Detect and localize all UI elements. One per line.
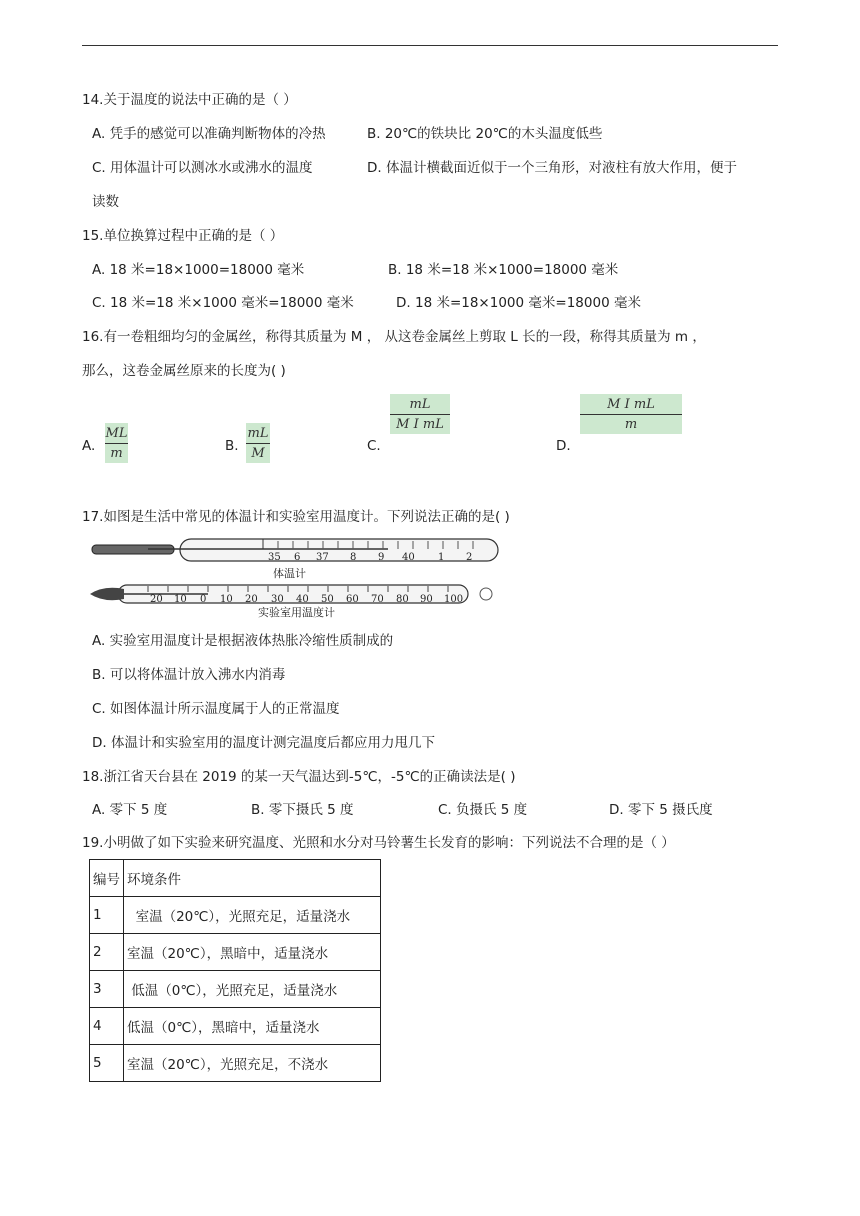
lab-tick-label: 30	[271, 594, 284, 605]
table-cell: 低温（0℃），黑暗中，适量浇水	[124, 1008, 381, 1045]
lab-tick-label: 0	[200, 594, 207, 605]
table-cell: 3	[90, 971, 124, 1008]
clinical-thermometer-label: 体温计	[273, 567, 306, 580]
formula-numerator: M I mL	[607, 396, 655, 412]
q16-option-c-label: C.	[367, 438, 381, 454]
q16-option-a-formula	[105, 423, 128, 463]
q16-stem: 16.有一卷粗细均匀的金属丝，称得其质量为 M ， 从这卷金属丝上剪取 L 长的一段，称得其质量为 m ，	[82, 329, 706, 345]
table-cell: 5	[90, 1045, 124, 1082]
lab-tick-label: 10	[174, 594, 187, 605]
q17-option-d: D. 体温计和实验室用的温度计测完温度后都应用力甩几下	[92, 735, 435, 751]
formula-denominator: M	[251, 445, 265, 461]
q16-option-a-label: A.	[82, 438, 96, 454]
q15-option-d: D. 18 米=18×1000 毫米=18000 毫米	[396, 295, 641, 311]
q18-option-c: C. 负摄氏 5 度	[438, 802, 528, 818]
clinical-tick-label: 9	[378, 552, 385, 563]
q15-option-b: B. 18 米=18 米×1000=18000 毫米	[388, 262, 619, 278]
q16-stem-continued: 那么，这卷金属丝原来的长度为( )	[82, 363, 286, 379]
fraction-bar	[580, 414, 682, 415]
lab-tick-label: 20	[245, 594, 258, 605]
clinical-tick-label: 37	[316, 552, 329, 563]
formula-numerator: ML	[105, 425, 128, 441]
table-row	[90, 1008, 381, 1045]
q17-option-c: C. 如图体温计所示温度属于人的正常温度	[92, 701, 340, 717]
q14-option-d-continued: 读数	[92, 194, 119, 210]
q14-option-b: B. 20℃的铁块比 20℃的木头温度低些	[367, 126, 603, 142]
lab-tick-label: 90	[420, 594, 433, 605]
q16-option-b-label: B.	[225, 438, 239, 454]
table-row	[90, 1045, 381, 1082]
q18-stem: 18.浙江省天台县在 2019 的某一天气温达到-5℃，-5℃的正确读法是( )	[82, 769, 516, 785]
table-row	[90, 897, 381, 934]
formula-numerator: mL	[409, 396, 431, 412]
lab-tick-label: 80	[396, 594, 409, 605]
table-cell: 2	[90, 934, 124, 971]
lab-tick-label: 70	[371, 594, 384, 605]
q17-stem: 17.如图是生活中常见的体温计和实验室用温度计。下列说法正确的是( )	[82, 509, 510, 525]
q16-option-d-formula	[580, 394, 682, 434]
lab-thermometer-label: 实验室用温度计	[258, 606, 335, 619]
fraction-bar	[246, 443, 270, 444]
q18-option-b: B. 零下摄氏 5 度	[251, 802, 354, 818]
formula-numerator: mL	[247, 425, 269, 441]
q16-option-d-label: D.	[556, 438, 571, 454]
q16-option-c-formula	[390, 394, 450, 434]
clinical-tick-label: 1	[438, 552, 445, 563]
table-cell: 室温（20℃），光照充足，不浇水	[124, 1045, 381, 1082]
table-row	[90, 934, 381, 971]
thermometers-figure	[88, 533, 508, 619]
q17-option-a: A. 实验室用温度计是根据液体热胀冷缩性质制成的	[92, 633, 394, 649]
table-row	[90, 971, 381, 1008]
header-rule	[82, 45, 778, 46]
table-cell: 低温（0℃），光照充足，适量浇水	[124, 971, 381, 1008]
lab-tick-label: 20	[150, 594, 163, 605]
fraction-bar	[105, 443, 128, 444]
conditions-table	[89, 859, 381, 1082]
lab-tick-label: 10	[220, 594, 233, 605]
lab-tick-label: 50	[321, 594, 334, 605]
q16-option-b-formula	[246, 423, 270, 463]
q14-stem: 14.关于温度的说法中正确的是（ ）	[82, 92, 297, 108]
table-cell: 1	[90, 897, 124, 934]
clinical-tick-label: 6	[294, 552, 301, 563]
clinical-tick-label: 2	[466, 552, 473, 563]
q18-option-a: A. 零下 5 度	[92, 802, 168, 818]
lab-thermometer-ring	[480, 588, 492, 600]
clinical-tick-label: 35	[268, 552, 281, 563]
clinical-thermometer	[92, 539, 498, 580]
clinical-tick-label: 8	[350, 552, 357, 563]
clinical-thermometer-body	[180, 539, 498, 561]
lab-thermometer	[90, 585, 492, 619]
lab-tick-label: 100	[444, 594, 464, 605]
q19-stem: 19.小明做了如下实验来研究温度、光照和水分对马铃薯生长发育的影响：下列说法不合理的是（ ）	[82, 835, 675, 851]
q14-option-d: D. 体温计横截面近似于一个三角形，对液柱有放大作用，便于	[367, 160, 737, 176]
table-header-cell: 编号	[90, 860, 124, 897]
fraction-bar	[390, 414, 450, 415]
table-header-row	[90, 860, 381, 897]
lab-tick-label: 40	[296, 594, 309, 605]
q14-option-c: C. 用体温计可以测冰水或沸水的温度	[92, 160, 313, 176]
lab-thermometer-bulb	[90, 588, 124, 600]
formula-denominator: M I mL	[396, 416, 444, 432]
q17-option-b: B. 可以将体温计放入沸水内消毒	[92, 667, 286, 683]
table-cell: 室温（20℃），黑暗中，适量浇水	[124, 934, 381, 971]
clinical-tick-label: 40	[402, 552, 415, 563]
table-cell: 4	[90, 1008, 124, 1045]
q14-option-a: A. 凭手的感觉可以准确判断物体的冷热	[92, 126, 326, 142]
q15-option-c: C. 18 米=18 米×1000 毫米=18000 毫米	[92, 295, 354, 311]
lab-tick-label: 60	[346, 594, 359, 605]
formula-denominator: m	[110, 445, 123, 461]
q15-option-a: A. 18 米=18×1000=18000 毫米	[92, 262, 305, 278]
formula-denominator: m	[624, 416, 638, 432]
table-header-cell: 环境条件	[124, 860, 381, 897]
q18-option-d: D. 零下 5 摄氏度	[609, 802, 713, 818]
q15-stem: 15.单位换算过程中正确的是（ ）	[82, 228, 284, 244]
table-cell: 室温（20℃），光照充足，适量浇水	[124, 897, 381, 934]
